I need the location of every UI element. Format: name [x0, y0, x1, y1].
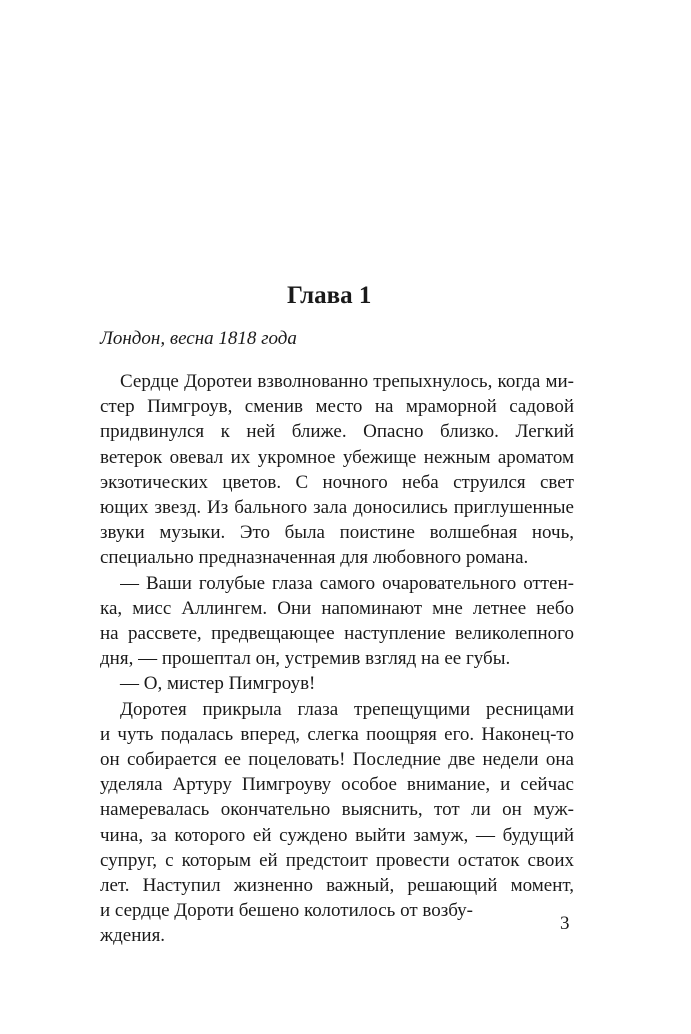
text-line: дня, — прошептал он, устремив взгляд на ее губы. [100, 648, 511, 670]
text-line: Сердце Доротеи взволнованно трепыхнулось, когда ми- [120, 371, 574, 392]
text-line: — О, мистер Пимгроув! [120, 673, 316, 695]
text-line: и сердце Дороти бешено колотилось от возбу- [100, 900, 473, 922]
text-line: экзотических цветов. С ночного неба струился свет [100, 471, 574, 493]
text-line: чина, за которого ей суждено выйти замуж, — будущий [100, 824, 574, 846]
text-line: придвинулся к ней ближе. Опасно близко. Легкий [100, 421, 574, 443]
text-line: и чуть подалась вперед, слегка поощряя его. Наконец-то [100, 723, 574, 745]
text-line: на рассвете, предвещающее наступление великолепного [100, 623, 574, 644]
page-number: 3 [560, 913, 570, 934]
chapter-subtitle: Лондон, весна 1818 года [100, 328, 297, 349]
text-line: ждения. [100, 925, 166, 947]
chapter-title: Глава 1 [287, 282, 372, 309]
text-line: ющих звезд. Из бального зала доносились приглушенные [100, 497, 574, 518]
text-line: звуки музыки. Это была поистине волшебная ночь, [100, 522, 574, 544]
text-line: ветерок овевал их укромное убежище нежным ароматом [100, 446, 574, 468]
text-line: Доротея прикрыла глаза трепещущими ресницами [120, 698, 574, 720]
text-line: уделяла Артуру Пимгроуву особое внимание, и сейчас [100, 774, 574, 796]
text-line: он собирается ее поцеловать! Последние две недели она [100, 749, 574, 770]
text-line: стер Пимгроув, сменив место на мраморной садовой [100, 396, 574, 418]
text-line: лет. Наступил жизненно важный, решающий момент, [100, 875, 574, 896]
text-line: ка, мисс Аллингем. Они напоминают мне летнее небо [100, 597, 574, 619]
text-line: супруг, с которым ей предстоит провести остаток своих [100, 849, 574, 871]
text-line: намеревалась окончательно выяснить, тот ли он муж- [100, 799, 574, 821]
text-line: — Ваши голубые глаза самого очаровательного оттен- [120, 572, 574, 594]
text-line: специально предназначенная для любовного романа. [100, 547, 529, 569]
